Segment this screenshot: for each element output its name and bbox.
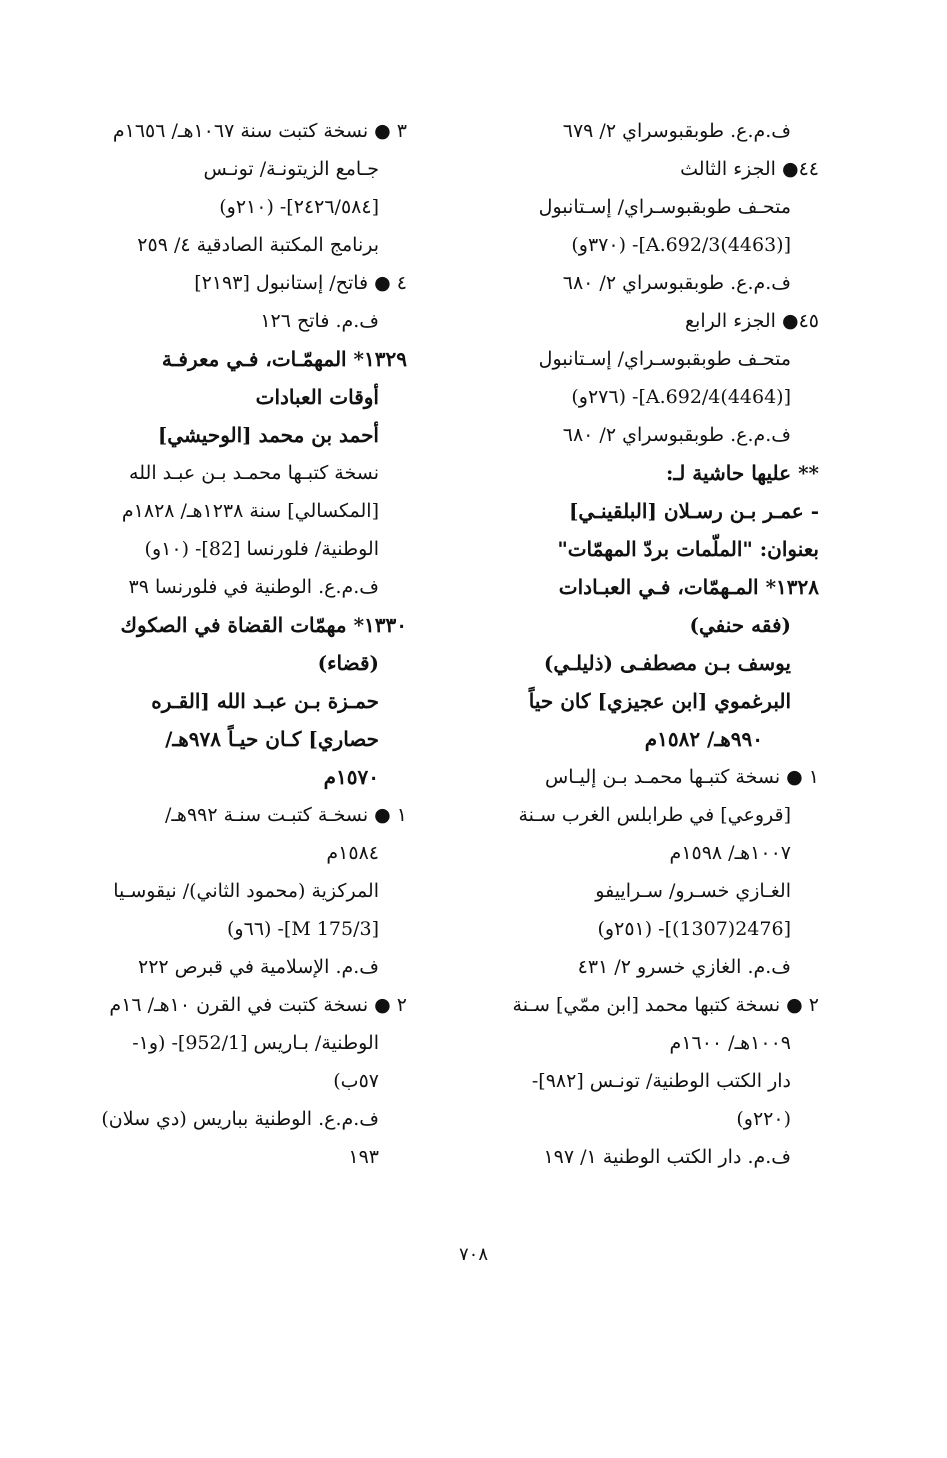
text-line: الغـازي خسـرو/ سـراييفو [595, 880, 791, 902]
text-line: ١٩٣ [348, 1146, 379, 1168]
text-line: نسخة كتبـها محمـد بـن عبـد الله [129, 462, 379, 484]
text-line: ٢ ● نسخة كتبت في القرن ١٠هـ/ ١٦م [109, 994, 407, 1016]
text-line: ف.م. الإسلامية في قبرص ٢٢٢ [138, 956, 379, 978]
text-line: ف.م.ع. الوطنية بباريس (دي سلان) [101, 1108, 379, 1130]
left-column [101, 112, 407, 1176]
page-number: ٧٠٨ [458, 1244, 488, 1265]
text-line: برنامج المكتبة الصادقية ٤/ ٢٥٩ [137, 234, 379, 256]
text-line: الوطنية/ بـاريس [952/1]- (و١- [132, 1032, 379, 1054]
text-line: [٢٤٢٦/٥٨٤]- (٢١٠و) [219, 196, 379, 218]
text-line: [(4463)A.692/3]- (٣٧٠و) [571, 234, 791, 256]
text-line: المركزية (محمود الثاني)/ نيقوسـيا [113, 880, 379, 902]
text-line: [المكسالي] سنة ١٢٣٨هـ/ ١٨٢٨م [121, 500, 379, 522]
text-line: ١ ● نسخة كتبـها محمـد بـن إليـاس [545, 766, 819, 788]
text-line: (فقه حنفي) [689, 613, 791, 637]
text-line: - عمـر بـن رسـلان [البلقينـي] [568, 499, 819, 523]
text-line: أحمد بن محمد [الوحيشي] [157, 423, 379, 447]
text-line: أوقات العبادات [255, 385, 379, 409]
text-line: ٩٩٠هـ/ ١٥٨٢م [644, 727, 763, 751]
text-line: متحـف طوبقبوسـراي/ إسـتانبول [538, 348, 791, 370]
text-line: ٤ ● فاتح/ إستانبول [٢١٩٣] [194, 272, 407, 294]
text-line: ١٠٠٩هـ/ ١٦٠٠م [669, 1032, 791, 1054]
text-line: ١٣٣٠* مهمّات القضاة في الصكوك [120, 613, 407, 637]
text-line: ف.م.ع. طوبقبوسراي ٢/ ٦٨٠ [562, 424, 791, 446]
text-line: ١٣٢٩* المهمّـات، فـي معرفـة [161, 347, 407, 371]
text-line: [M 175/3]- (٦٦و) [227, 918, 379, 940]
text-line: ٤٥● الجزء الرابع [684, 310, 819, 332]
text-line: ٣ ● نسخة كتبت سنة ١٠٦٧هـ/ ١٦٥٦م [112, 120, 407, 142]
text-line: ف.م. دار الكتب الوطنية ١/ ١٩٧ [543, 1146, 791, 1168]
text-line: البرغموي [ابن عجيزي] كان حياً [528, 689, 791, 713]
text-line: ١٠٠٧هـ/ ١٥٩٨م [669, 842, 791, 864]
text-line: يوسف بـن مصطفـى (ذليلـي) [543, 651, 791, 675]
text-line: ف.م. فاتح ١٢٦ [260, 310, 379, 332]
text-line: متحـف طوبقبوسـراي/ إسـتانبول [538, 196, 791, 218]
text-line: [(4464)A.692/4]- (٢٧٦و) [571, 386, 791, 408]
text-line: ٢ ● نسخة كتبها محمد [ابن ممّي] سـنة [512, 994, 819, 1016]
text-line: ١٣٢٨* المـهمّات، فـي العبـادات [558, 575, 819, 599]
text-line: ف.م.ع. طوبقبوسراي ٢/ ٦٧٩ [562, 120, 791, 142]
text-line: ف.م.ع. الوطنية في فلورنسا ٣٩ [128, 576, 379, 598]
text-line: ٤٤● الجزء الثالث [680, 158, 819, 180]
text-line: ٥٧ب) [333, 1070, 379, 1092]
text-line: ف.م. الغازي خسرو ٢/ ٤٣١ [577, 956, 791, 978]
text-line: ١٥٧٠م [323, 765, 379, 789]
text-line: (قضاء) [317, 651, 379, 675]
text-line: [قروعي] في طرابلس الغرب سـنة [518, 804, 791, 826]
text-line: حصاري] كـان حيـاً ٩٧٨هـ/ [165, 727, 379, 751]
text-line: ** عليها حاشية لـ: [665, 461, 819, 485]
text-line: دار الكتب الوطنية/ تونـس [٩٨٢]- [531, 1070, 791, 1092]
text-line: (٢٢٠و) [736, 1108, 791, 1130]
text-line: ف.م.ع. طوبقبوسراي ٢/ ٦٨٠ [562, 272, 791, 294]
text-line: بعنوان: "الملّمات بردّ المهمّات" [557, 537, 819, 561]
text-line: حمـزة بـن عبـد الله [القـره [151, 689, 379, 713]
text-line: جـامع الزيتونـة/ تونـس [203, 158, 379, 180]
right-column [469, 112, 819, 1176]
text-line: ١ ● نسخـة كتبـت سنـة ٩٩٢هـ/ [164, 804, 407, 826]
text-line: الوطنية/ فلورنسا [82]- (١٠و) [144, 538, 379, 560]
text-line: ١٥٨٤م [326, 842, 379, 864]
text-line: [2476(1307)]- (٢٥١و) [597, 918, 791, 940]
